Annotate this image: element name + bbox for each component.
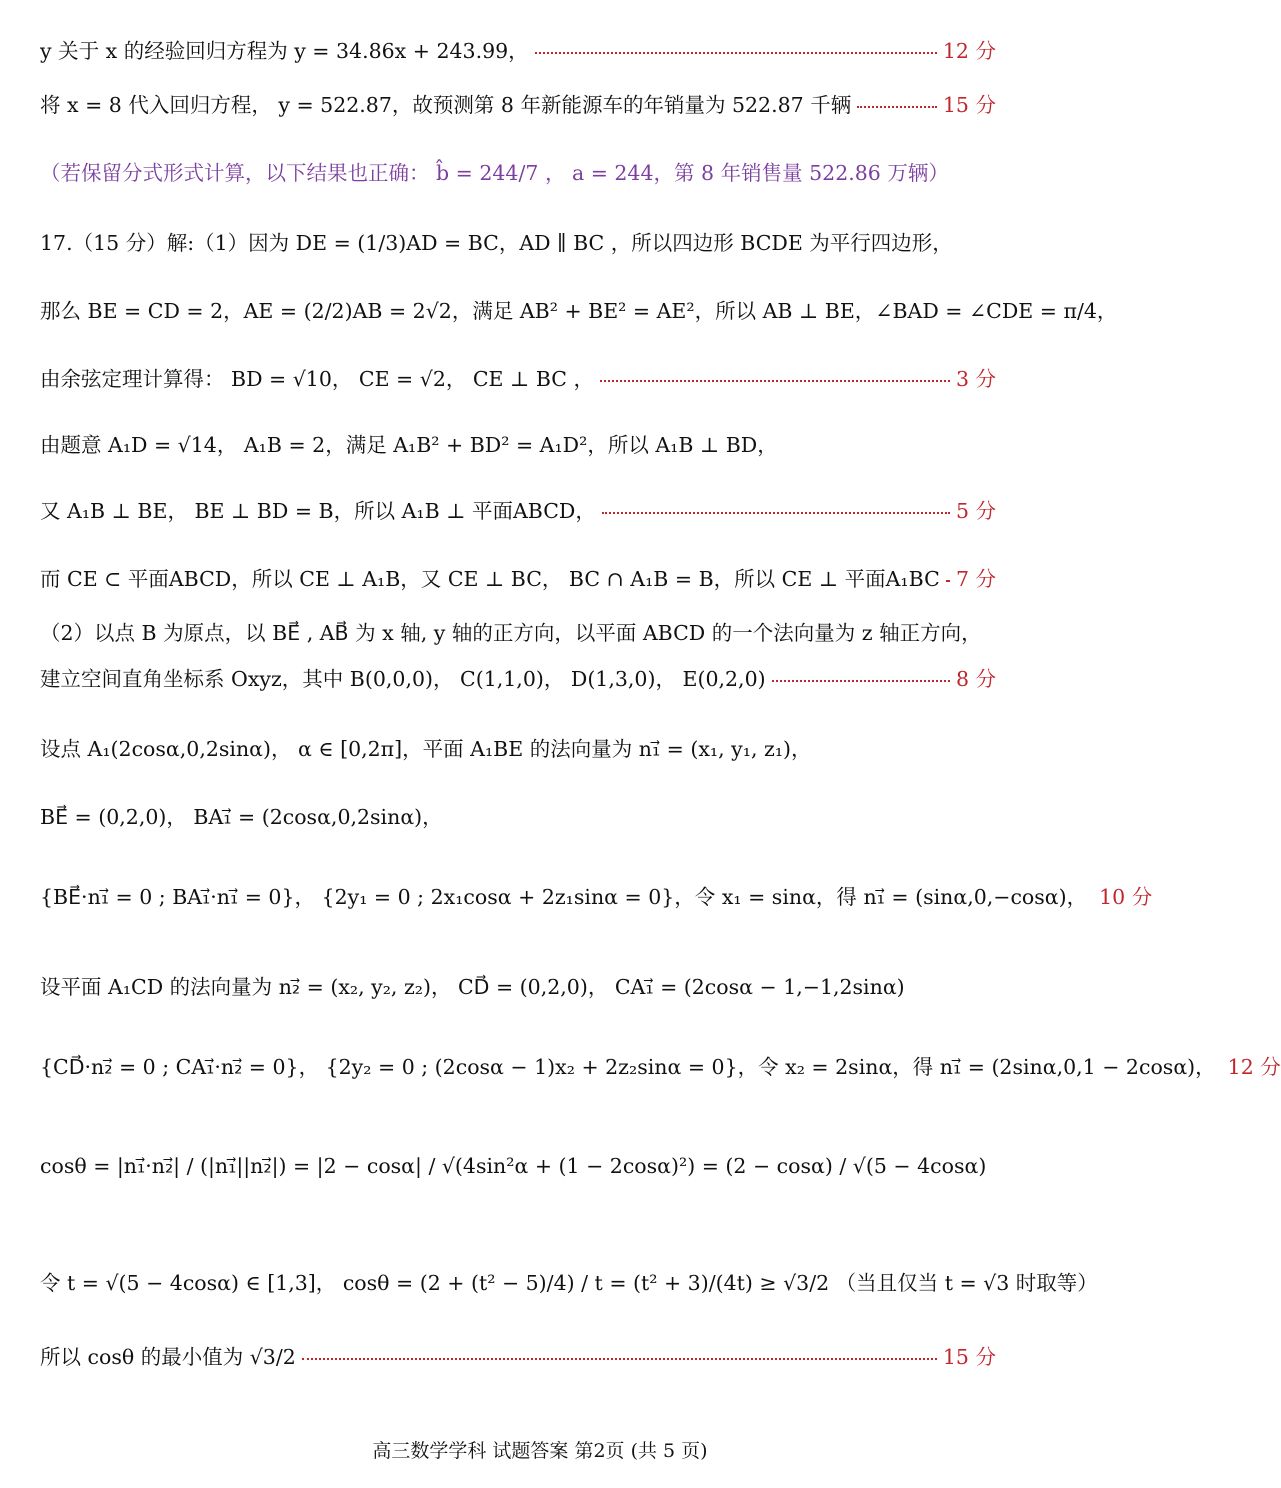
dot-leader: [535, 52, 937, 54]
score-label: 12 分: [942, 39, 996, 63]
line-be-vector: [40, 800, 996, 830]
line-text: （2）以点 B 为原点，以 BE⃗ , AB⃗ 为 x 轴, y 轴的正方向，以平面 ABCD 的一个法向量为 z 轴正方向，: [40, 621, 982, 645]
line-regression-equation: [40, 34, 996, 64]
line-text: 而 CE ⊂ 平面ABCD，所以 CE ⊥ A₁B，又 CE ⊥ BC， BC ∩ A₁B = B，所以 CE ⊥ 平面A₁BC: [40, 567, 940, 591]
line-text: BE⃗ = (0,2,0)， BA₁⃗ = (2cosα,0,2sinα)，: [40, 805, 443, 829]
line-coordinates: [40, 662, 996, 692]
dot-leader: [302, 1358, 937, 1360]
line-q17-intro: [40, 226, 996, 256]
line-text: y 关于 x 的经验回归方程为 y = 34.86x + 243.99，: [40, 39, 529, 63]
dot-leader: [600, 380, 950, 382]
score-label: 12 分: [1227, 1055, 1281, 1079]
score-label: 5 分: [955, 499, 996, 523]
line-ce-perp: [40, 562, 996, 592]
dot-leader: [772, 680, 950, 682]
line-text: 将 x = 8 代入回归方程， y = 522.87，故预测第 8 年新能源车的年销量为 522.87 千辆: [40, 93, 852, 117]
line-text: 由余弦定理计算得： BD = √10， CE = √2， CE ⊥ BC ，: [40, 367, 594, 391]
line-text: 由题意 A₁D = √14， A₁B = 2，满足 A₁B² + BD² = A₁D²，所以 A₁B ⊥ BD，: [40, 433, 778, 457]
score-label: 15 分: [942, 93, 996, 117]
score-label: 15 分: [942, 1345, 996, 1369]
score-label: 10 分: [1099, 885, 1153, 909]
line-plane-a1cd: [40, 970, 996, 1000]
line-a1b-perp: [40, 494, 996, 524]
line-text: 那么 BE = CD = 2，AE = (2/2)AB = 2√2，满足 AB² + BE² = AE²，所以 AB ⊥ BE，∠BAD = ∠CDE = π/4，: [40, 299, 1118, 323]
line-text: {CD⃗·n₂⃗ = 0 ; CA₁⃗·n₂⃗ = 0}， {2y₂ = 0 ; (2cosα − 1)x₂ + 2z₂sinα = 0}，令 x₂ = 2sinα，得 n₁⃗ = (2sinα,0,1 − 2cosα)，: [40, 1055, 1216, 1079]
line-a1d: [40, 428, 996, 458]
line-prediction: [40, 88, 996, 118]
line-text: cosθ = |n₁⃗·n₂⃗| / (|n₁⃗||n₂⃗|) = |2 − cosα| / √(4sin²α + (1 − 2cosα)²) = (2 − cosα) / √(5 − 4cosα): [40, 1154, 987, 1178]
line-substitution-t: [40, 1266, 1098, 1296]
dot-leader: [946, 580, 950, 582]
line-cosine-law: [40, 362, 996, 392]
line-text: 令 t = √(5 − 4cosα) ∈ [1,3]， cosθ = (2 + (t² − 5)/4) / t = (t² + 3)/(4t) ≥ √3/2 （当且仅当 t = √3 时取等）: [40, 1271, 1098, 1295]
dot-leader: [602, 512, 950, 514]
line-text: 所以 cosθ 的最小值为 √3/2: [40, 1345, 296, 1369]
page-footer: 高三数学学科 试题答案 第2页 (共 5 页): [372, 1440, 708, 1462]
line-be-cd: [40, 294, 1118, 324]
line-n2-system: [40, 1050, 1281, 1080]
line-text: {BE⃗·n₁⃗ = 0 ; BA₁⃗·n₁⃗ = 0}， {2y₁ = 0 ; 2x₁cosα + 2z₁sinα = 0}，令 x₁ = sinα，得 n₁⃗ = (sinα,0,−cosα)，: [40, 885, 1088, 909]
score-label: 7 分: [955, 567, 996, 591]
line-minimum: [40, 1340, 996, 1370]
line-text: 又 A₁B ⊥ BE， BE ⊥ BD = B，所以 A₁B ⊥ 平面ABCD，: [40, 499, 596, 523]
line-text: 17.（15 分）解:（1）因为 DE = (1/3)AD = BC，AD ∥ BC ，所以四边形 BCDE 为平行四边形，: [40, 231, 953, 255]
line-cos-theta: [40, 1154, 996, 1178]
dot-leader: [857, 106, 937, 108]
line-n1-system: [40, 880, 1153, 910]
score-label: 3 分: [955, 367, 996, 391]
line-text: 建立空间直角坐标系 Oxyz，其中 B(0,0,0)， C(1,1,0)， D(1,3,0)， E(0,2,0): [40, 667, 766, 691]
line-point-a1: [40, 732, 996, 762]
line-text: 设点 A₁(2cosα,0,2sinα)， α ∈ [0,2π]，平面 A₁BE 的法向量为 n₁⃗ = (x₁, y₁, z₁)，: [40, 737, 812, 761]
line-text: 设平面 A₁CD 的法向量为 n₂⃗ = (x₂, y₂, z₂)， CD⃗ = (0,2,0)， CA₁⃗ = (2cosα − 1,−1,2sinα): [40, 975, 905, 999]
line-part2-intro: [40, 616, 996, 646]
line-text: （若保留分式形式计算，以下结果也正确： b̂ = 244/7 ， a = 244，第 8 年销售量 522.86 万辆）: [40, 161, 949, 185]
line-fraction-note: [40, 156, 996, 186]
score-label: 8 分: [955, 667, 996, 691]
